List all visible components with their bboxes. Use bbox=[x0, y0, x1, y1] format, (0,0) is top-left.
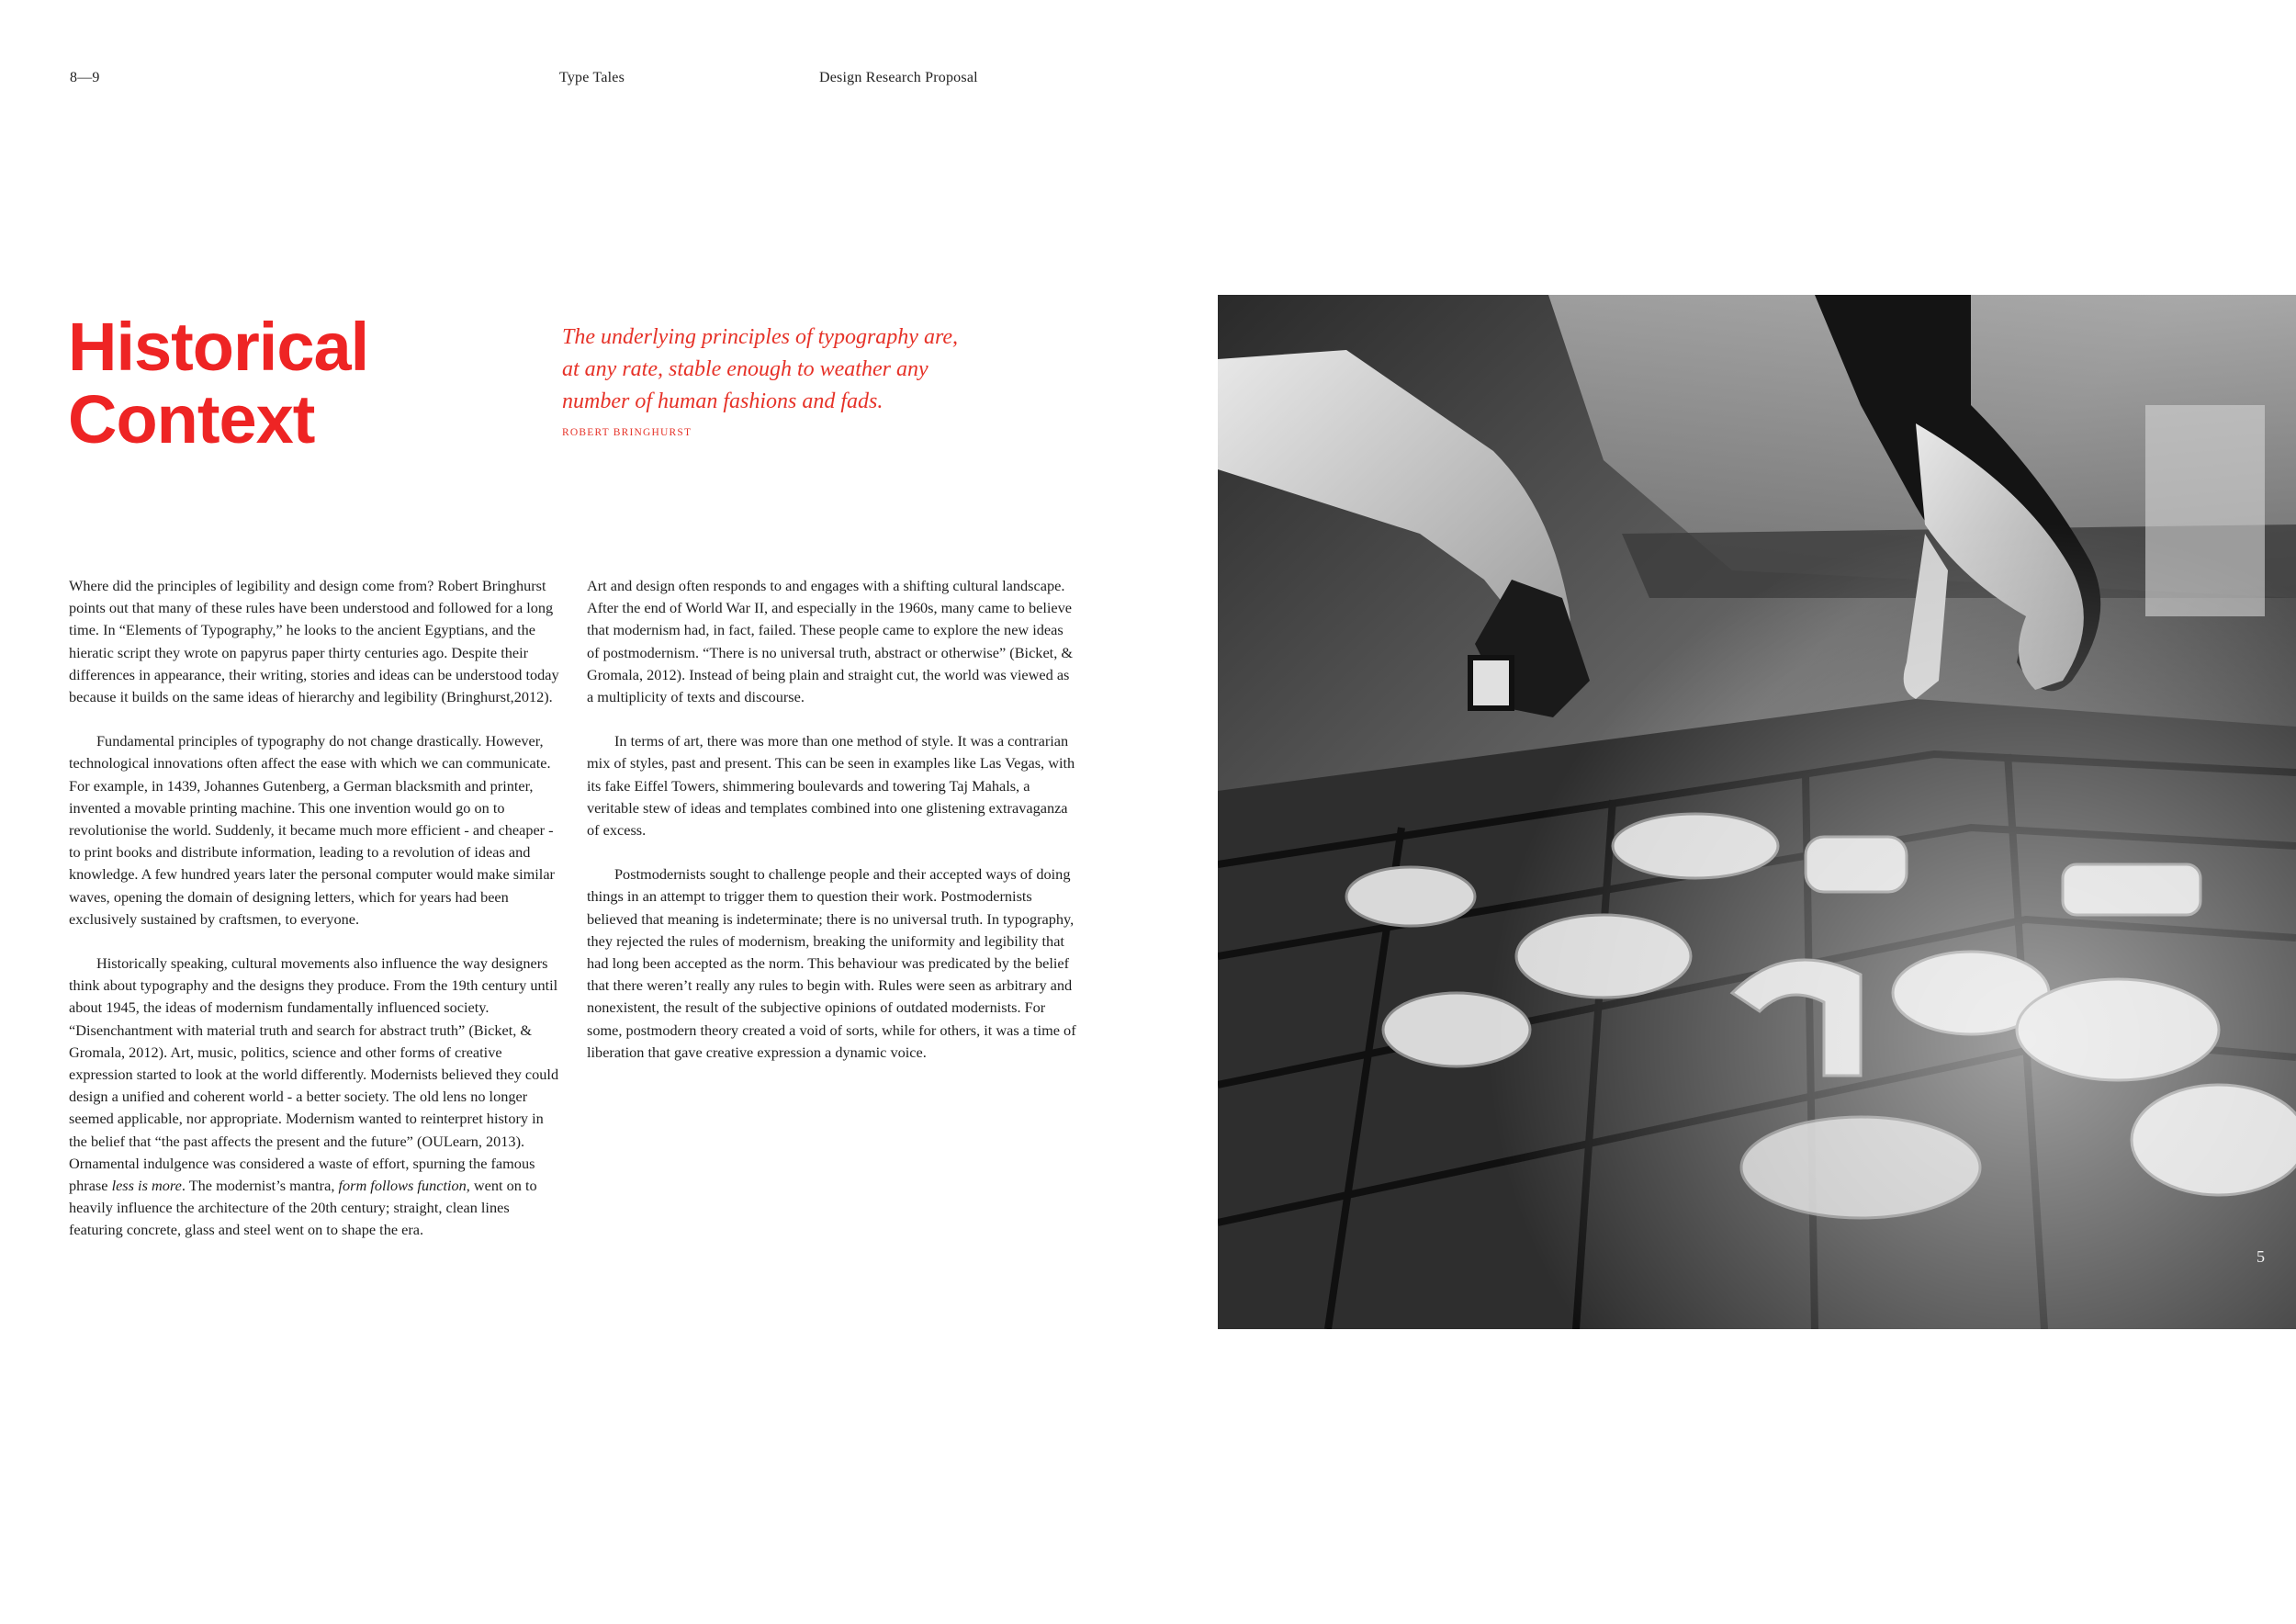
paragraph: In terms of art, there was more than one method of style. It was a contrarian mix of styles, past and present. This can be seen in examples like Las Vegas, with its fake Eiffel Towers, shimmering boulevards and towering Taj Mahals, a veritable stew of ideas and templates combined into one glistening extravaganza of excess. bbox=[587, 732, 1075, 840]
pull-quote-author: ROBERT BRINGHURST bbox=[562, 427, 692, 438]
paragraph-text: Historically speaking, cultural movements also influence the way designers think about typography and the designs they produce. From the 19th century until about 1945, the ideas of modernism fundamentally influenced society. “Disenchantment with material truth and search for abstract truth” (Bicket, & Gromala, 2012). Art, music, politics, science and other forms of creative expression started to look at the world differently. Modernists believed they could design a unified and coherent world - a better society. The old lens no longer seemed applicable, nor appropriate. Modernism wanted to reinterpret history in the belief that “the past affects the present and the future” (OULearn, 2013). Ornamental indulgence was considered a waste of effort, spurning the famous phrase bbox=[69, 954, 559, 1195]
folio: 8—9 bbox=[70, 70, 100, 85]
paragraph-text: . The modernist’s mantra, bbox=[181, 1177, 339, 1195]
body-column-left bbox=[69, 575, 561, 1264]
paragraph-text: , went on to heavily influence the architecture of the 20th century; straight, clean lines featuring concrete, glass and steel went on to shape the era. bbox=[69, 1177, 537, 1239]
emphasis-text: less is more bbox=[111, 1177, 182, 1195]
page-title bbox=[68, 310, 546, 456]
publication-title: Type Tales bbox=[559, 70, 625, 85]
paragraph: Art and design often responds to and engages with a shifting cultural landscape. After the end of World War II, and especially in the 1960s, many came to believe that modernism had, in fact, failed. These people came to explore the new ideas of postmodernism. “There is no universal truth, abstract or otherwise” (Bicket, & Gromala, 2012). Instead of being plain and straight cut, the world was viewed as a multiplicity of texts and discourse. bbox=[587, 577, 1073, 706]
paragraph bbox=[69, 953, 561, 1242]
page-number: 5 bbox=[2257, 1247, 2265, 1266]
letterpress-photo-illustration bbox=[1218, 295, 2296, 1329]
page-title-line-2: Context bbox=[68, 381, 315, 457]
letterpress-photo bbox=[1218, 295, 2296, 1329]
emphasis-text: form follows function bbox=[338, 1177, 467, 1195]
paragraph: Where did the principles of legibility and design come from? Robert Bringhurst points out that many of these rules have been understood and followed for a long time. In “Elements of Typography,” he looks to the ancient Egyptians, and the hieratic script they wrote on papyrus paper thirty centuries ago. Despite their differences in appearance, their writing, stories and ideas can be understood today because it builds on the same ideas of hierarchy and legibility (Bringhurst,2012). bbox=[69, 577, 559, 706]
paragraph: Fundamental principles of typography do not change drastically. However, technological innovations often affect the ease with which we can communicate. For example, in 1439, Johannes Gutenberg, a German blacksmith and printer, invented a movable printing machine. This one invention would go on to revolutionise the world. Suddenly, it became much more efficient - and cheaper - to print books and distribute information, leading to a revolution of ideas and knowledge. A few hundred years later the personal computer would make similar waves, opening the domain of designing letters, which for years had been exclusively sustained by craftsmen, to everyone. bbox=[69, 732, 555, 928]
section-label: Design Research Proposal bbox=[819, 70, 978, 85]
body-column-middle bbox=[587, 575, 1079, 1086]
paragraph: Postmodernists sought to challenge people and their accepted ways of doing things in an attempt to trigger them to question their work. Postmodernists believed that meaning is indeterminate; there is no universal truth. In typography, they rejected the rules of modernism, breaking the uniformity and legibility that had long been accepted as the norm. This behaviour was predicated by the belief that there weren’t really any rules to begin with. Rules were seen as arbitrary and nonexistent, the result of the subjective opinions of outdated modernists. For some, postmodern theory created a void of sorts, while for others, it was a time of liberation that gave creative expression a dynamic voice. bbox=[587, 865, 1076, 1061]
page-title-line-1: Historical bbox=[68, 309, 369, 385]
pull-quote: The underlying principles of typography are, at any rate, stable enough to weather any number of human fashions and fads. bbox=[562, 325, 959, 413]
